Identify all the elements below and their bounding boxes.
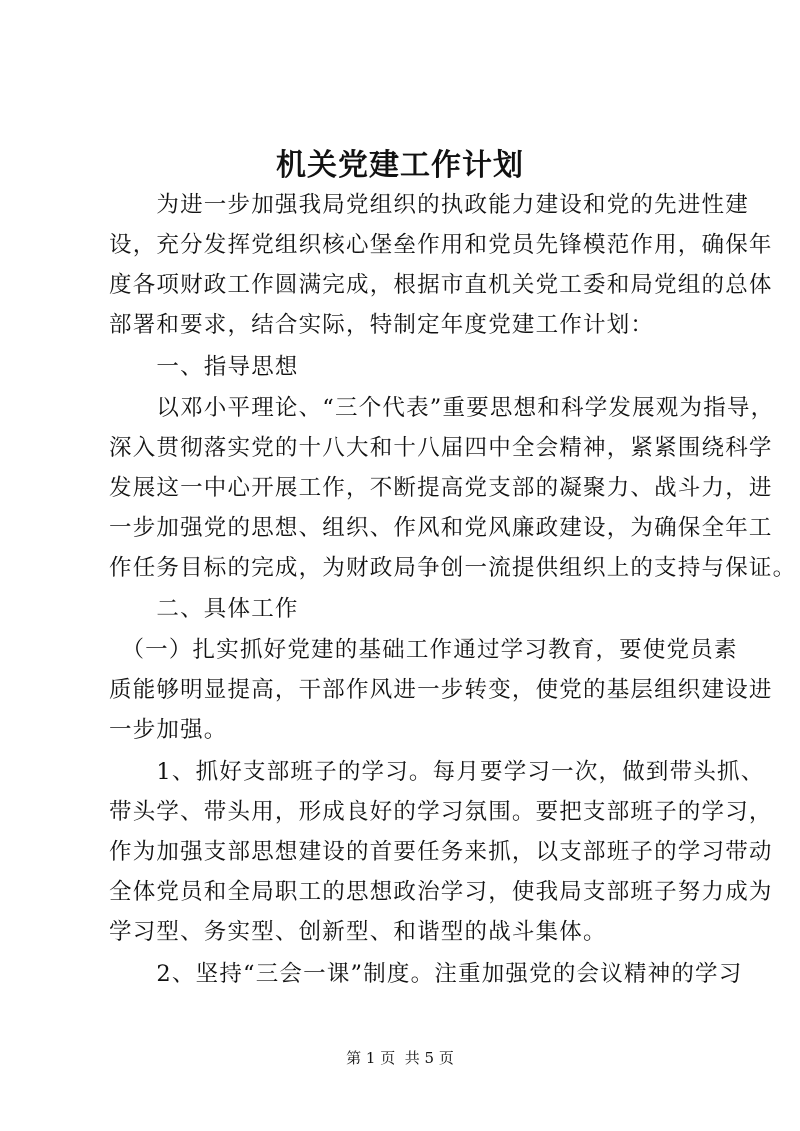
- body-line: 深入贯彻落实党的十八大和十八届四中全会精神，紧紧围绕科学: [109, 435, 773, 461]
- body-line: 质能够明显提高，干部作风进一步转变，使党的基层组织建设进: [109, 677, 773, 703]
- document-title: 机关党建工作计划: [276, 148, 524, 183]
- body-line: （一）扎实抓好党建的基础工作通过学习教育，要使党员素: [109, 637, 738, 663]
- body-line: 为进一步加强我局党组织的执政能力建设和党的先进性建: [109, 192, 749, 218]
- body-line: 2、坚持“三会一课”制度。注重加强党的会议精神的学习: [109, 961, 743, 987]
- body-line: 学习型、务实型、创新型、和谐型的战斗集体。: [109, 919, 607, 945]
- page-number-footer: 第 1 页 共 5 页: [346, 1049, 454, 1067]
- body-line: 部署和要求，结合实际，特制定年度党建工作计划：: [109, 312, 655, 338]
- body-line: 一步加强党的思想、组织、作风和党风廉政建设，为确保全年工: [109, 515, 773, 541]
- body-line: 1、抓好支部班子的学习。每月要学习一次，做到带头抓、: [109, 759, 765, 785]
- body-line: 一步加强。: [109, 717, 228, 743]
- body-line: 全体党员和全局职工的思想政治学习，使我局支部班子努力成为: [109, 879, 773, 905]
- body-line: 作为加强支部思想建设的首要任务来抓，以支部班子的学习带动: [109, 839, 773, 865]
- body-line: 设，充分发挥党组织核心堡垒作用和党员先锋模范作用，确保年: [109, 232, 773, 258]
- section-heading: 二、具体工作: [109, 596, 299, 622]
- body-line: 以邓小平理论、“三个代表”重要思想和科学发展观为指导，: [109, 395, 775, 421]
- body-line: 带头学、带头用，形成良好的学习氛围。要把支部班子的学习，: [109, 799, 773, 825]
- body-line: 发展这一中心开展工作，不断提高党支部的凝聚力、战斗力，进: [109, 475, 773, 501]
- body-line: 作任务目标的完成，为财政局争创一流提供组织上的支持与保证。: [109, 555, 797, 581]
- body-line: 度各项财政工作圆满完成，根据市直机关党工委和局党组的总体: [109, 272, 773, 298]
- section-heading: 一、指导思想: [109, 354, 299, 380]
